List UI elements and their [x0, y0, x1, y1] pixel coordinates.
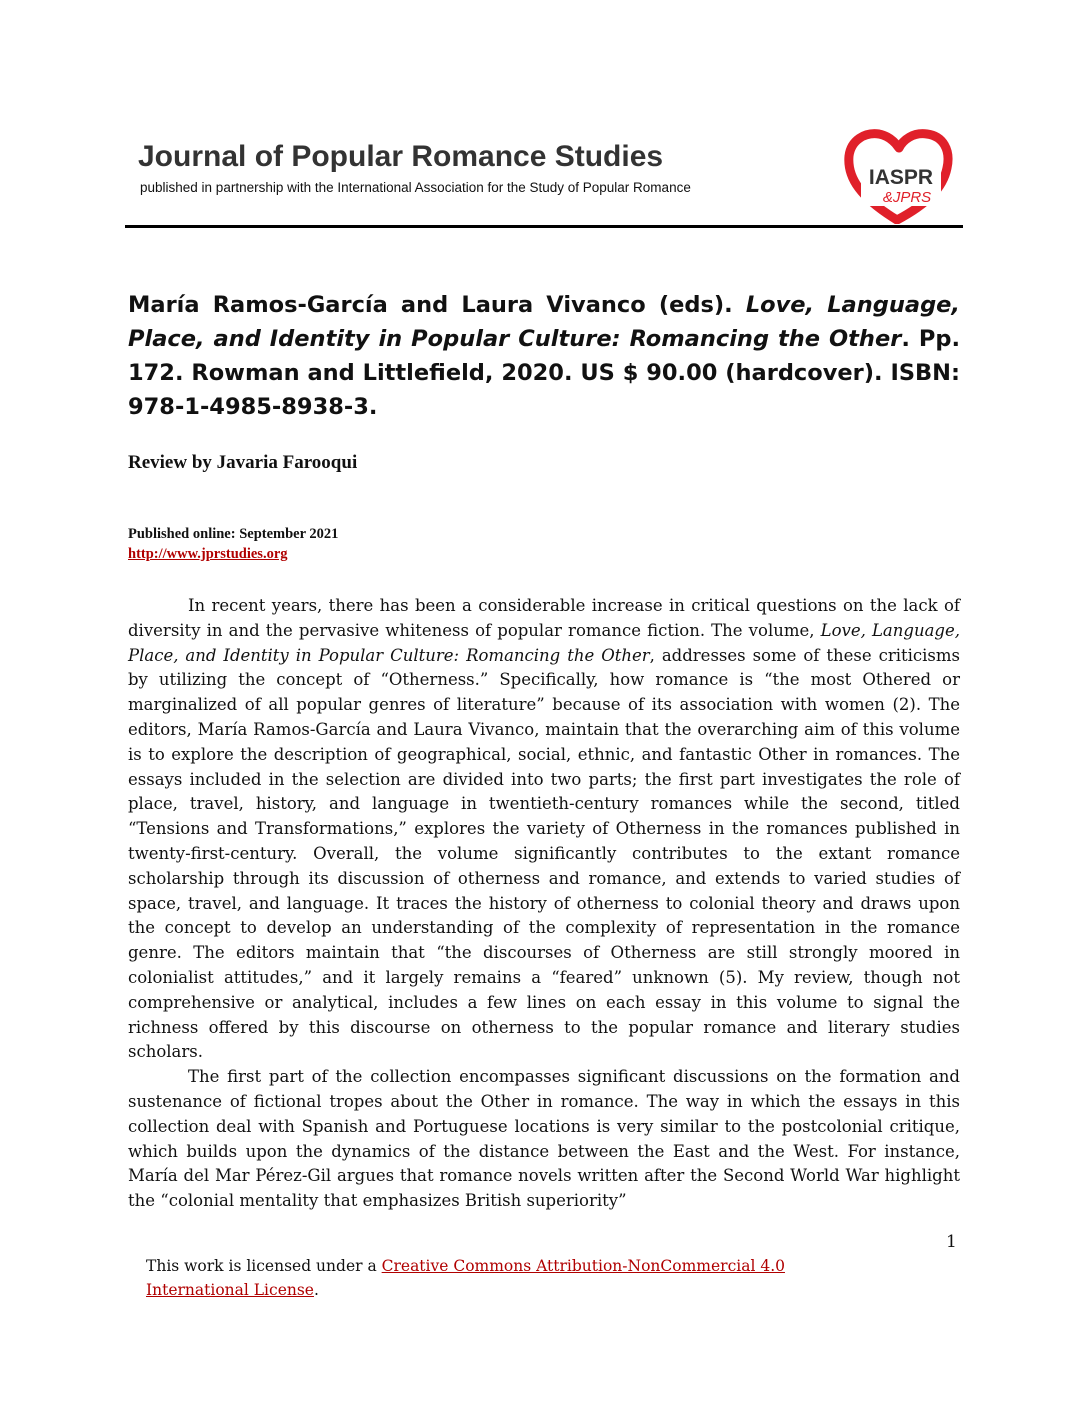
review-body: [128, 594, 960, 1214]
book-title-italic: Love, Language, Place, and Identity in Popular Culture: Romancing the Other: [128, 620, 960, 665]
license-footer: [146, 1254, 846, 1302]
paragraph-1-start: In recent years, there has been a considerable increase in critical questions on the lack of diversity in and the pervasive whiteness of popular romance fiction. The volume,: [128, 596, 960, 640]
logo-text-jprs: &JPRS: [882, 189, 932, 206]
iaspr-jprs-logo: [843, 128, 955, 224]
page-number: 1: [946, 1232, 957, 1252]
publication-date: Published online: September 2021: [128, 526, 339, 542]
paragraph-2: The first part of the collection encompasses significant discussions on the formation and sustenance of fictional tropes about the Other in romance. The way in which the essays in this collection deal with Spanish and Portuguese locations is very similar to the postcolonial critique, which builds upon the dynamics of the distance between the East and the West. For instance, María del Mar Pérez-Gil argues that romance novels written after the Second World War highlight the “colonial mentality that emphasizes British superiority”: [128, 1067, 960, 1211]
citation-book-title: Love, Language, Place, and Identity in Popular Culture: Romancing the Other: [128, 292, 960, 352]
journal-title: Journal of Popular Romance Studies: [138, 140, 664, 173]
license-suffix: .: [313, 1281, 319, 1299]
paragraph-1: [128, 594, 960, 1065]
citation-heading: [128, 288, 960, 424]
logo-text-iaspr: IASPR: [868, 166, 934, 189]
paragraph-1-rest: , addresses some of these criticisms by utilizing the concept of “Otherness.” Specifically, how romance is “the most Othered or marginalized of all popular genres of literature” because of its association with women (2). The editors, María Ramos-García and Laura Vivanco, maintain that the overarching aim of this volume is to explore the description of geographical, social, ethnic, and fantastic Other in romances. The essays included in the selection are divided into two parts; the first part investigates the role of place, travel, history, and language in twentieth-century romances while the second, titled “Tensions and Transformations,” explores the variety of Otherness in the romances published in twenty-first-century. Overall, the volume significantly contributes to the extant romance scholarship through its discussion of otherness and romance, and extends to varied studies of space, travel, and language. It traces the history of otherness to colonial theory and draws upon the concept to develop an understanding of the complexity of representation in the romance genre. The editors maintain that “the discourses of Otherness are still strongly moored in colonialist attitudes,” and it largely remains a “feared” unknown (5). My review, though not comprehensive or analytical, includes a few lines on each essay in this volume to signal the richness offered by this discourse on otherness to the popular romance and literary studies scholars.: [128, 645, 960, 1062]
license-prefix: This work is licensed under a: [146, 1257, 382, 1275]
citation-editors: María Ramos-García and Laura Vivanco (eds).: [128, 292, 733, 318]
citation-details: . Pp. 172. Rowman and Littlefield, 2020. US $ 90.00 (hardcover). ISBN: 978-1-4985-8938-3.: [128, 326, 960, 420]
header-divider: [125, 225, 963, 228]
reviewer-byline: Review by Javaria Farooqui: [128, 452, 358, 473]
license-link[interactable]: Creative Commons Attribution-NonCommercial 4.0 International License: [146, 1257, 785, 1299]
journal-website-link[interactable]: http://www.jprstudies.org: [128, 546, 288, 562]
journal-subtitle: published in partnership with the International Association for the Study of Popular Romance: [140, 180, 691, 195]
